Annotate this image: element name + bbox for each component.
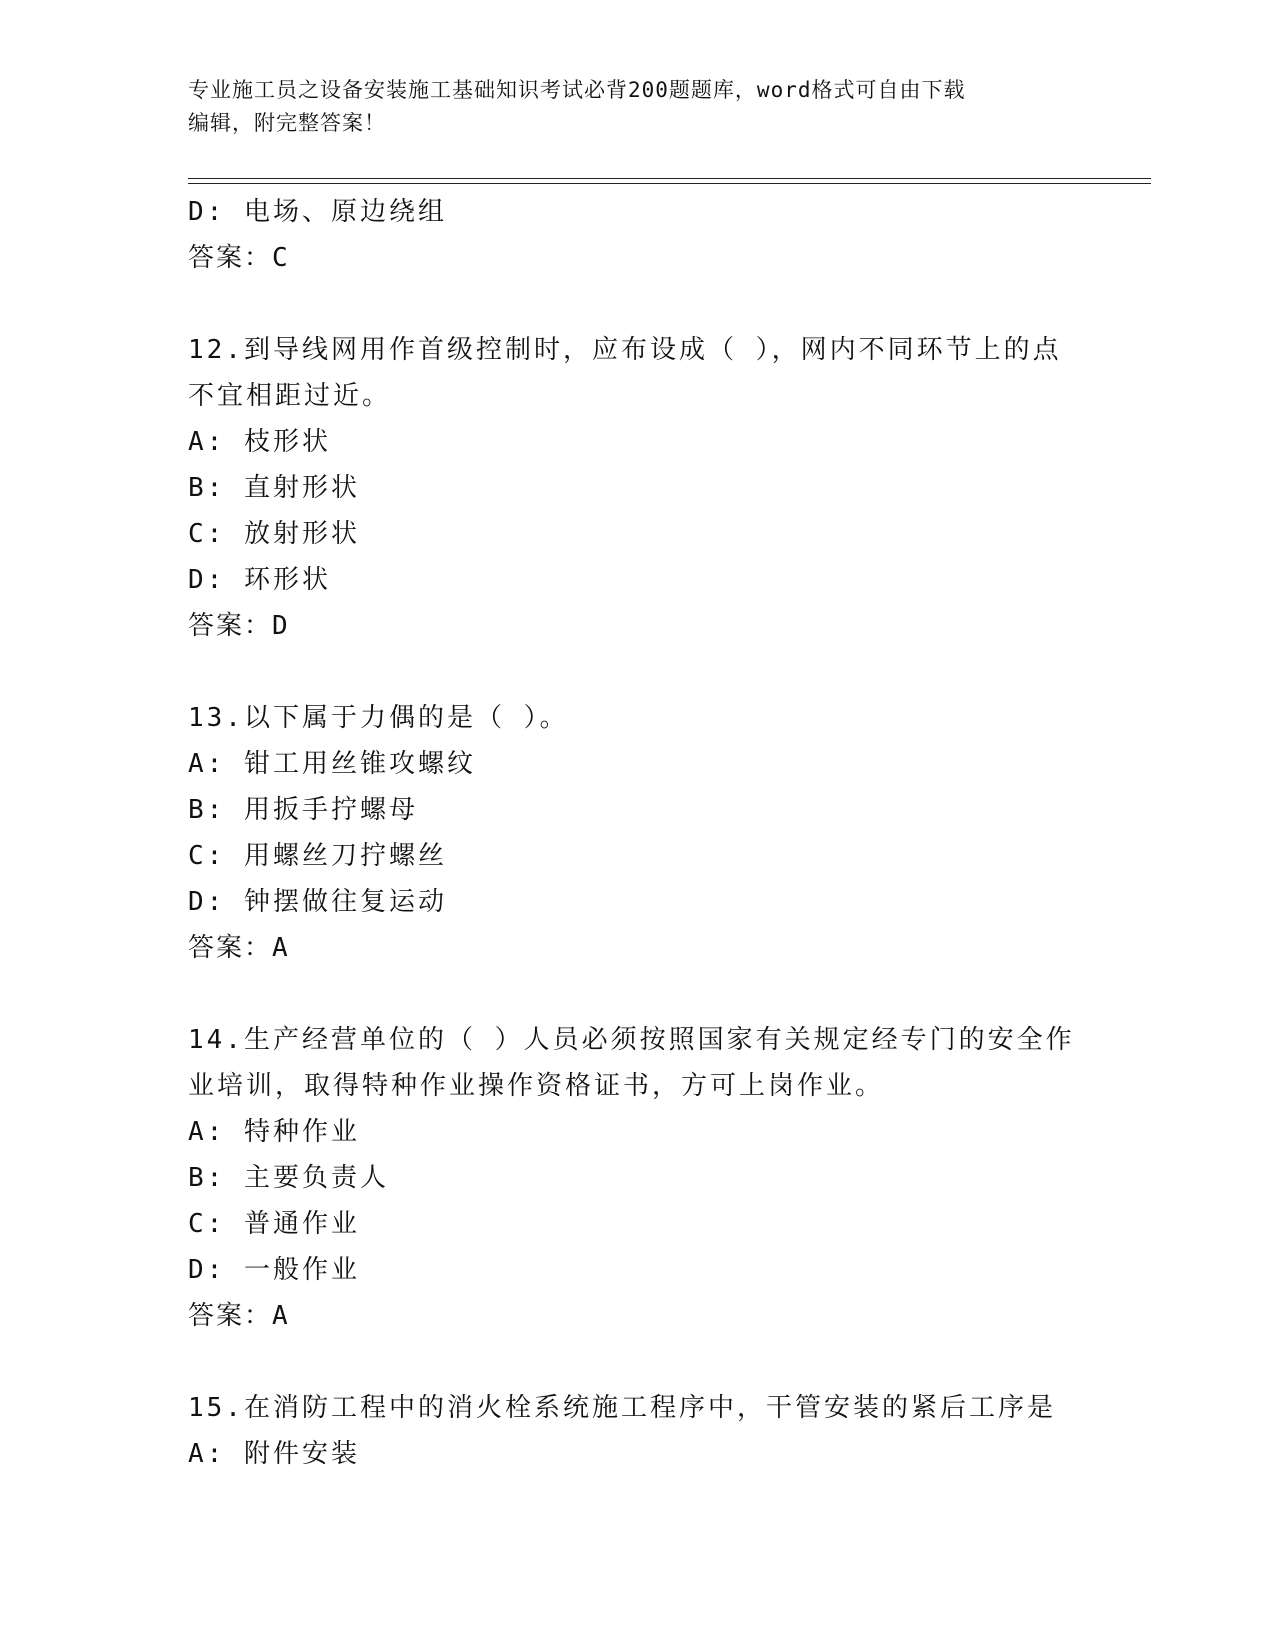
spacer <box>188 971 1078 1017</box>
header-rule-top <box>188 178 1151 179</box>
question-text-line-2: 业培训，取得特种作业操作资格证书，方可上岗作业。 <box>188 1071 885 1101</box>
option-c: C: 普通作业 <box>188 1209 360 1239</box>
question-14 <box>188 1017 1078 1339</box>
question-13 <box>188 695 1078 971</box>
option-a: A: 附件安装 <box>188 1439 360 1469</box>
header-line-2: 编辑，附完整答案！ <box>188 111 386 135</box>
option-d: D: 钟摆做往复运动 <box>188 887 447 917</box>
answer: 答案：C <box>188 243 290 273</box>
answer: 答案：D <box>188 611 290 641</box>
question-12 <box>188 327 1078 649</box>
question-text-line-1: 14.生产经营单位的（ ）人员必须按照国家有关规定经专门的安全作 <box>188 1025 1075 1055</box>
option-b: B: 直射形状 <box>188 473 360 503</box>
option-a: A: 枝形状 <box>188 427 331 457</box>
spacer <box>188 649 1078 695</box>
option-d: D: 环形状 <box>188 565 331 595</box>
question-15 <box>188 1385 1078 1477</box>
option-b: B: 用扳手拧螺母 <box>188 795 418 825</box>
option-d: D: 电场、原边绕组 <box>188 197 447 227</box>
option-b: B: 主要负责人 <box>188 1163 389 1193</box>
question-text-line-1: 13.以下属于力偶的是（ ）。 <box>188 703 569 733</box>
answer: 答案：A <box>188 1301 290 1331</box>
question-text-line-1: 12.到导线网用作首级控制时，应布设成（ ），网内不同环节上的点 <box>188 335 1062 365</box>
option-d: D: 一般作业 <box>188 1255 360 1285</box>
option-a: A: 钳工用丝锥攻螺纹 <box>188 749 476 779</box>
header-rule-bottom <box>188 183 1151 184</box>
question-text-line-2: 不宜相距过近。 <box>188 381 392 411</box>
spacer <box>188 281 1078 327</box>
question-text-line-1: 15.在消防工程中的消火栓系统施工程序中，干管安装的紧后工序是 <box>188 1393 1056 1423</box>
spacer <box>188 1339 1078 1385</box>
header-line-1: 专业施工员之设备安装施工基础知识考试必背200题题库，word格式可自由下载 <box>188 78 966 102</box>
answer: 答案：A <box>188 933 290 963</box>
option-c: C: 放射形状 <box>188 519 360 549</box>
document-body <box>188 189 1078 1477</box>
option-a: A: 特种作业 <box>188 1117 360 1147</box>
option-c: C: 用螺丝刀拧螺丝 <box>188 841 447 871</box>
question-11-tail <box>188 189 1078 281</box>
document-header <box>188 74 1088 140</box>
